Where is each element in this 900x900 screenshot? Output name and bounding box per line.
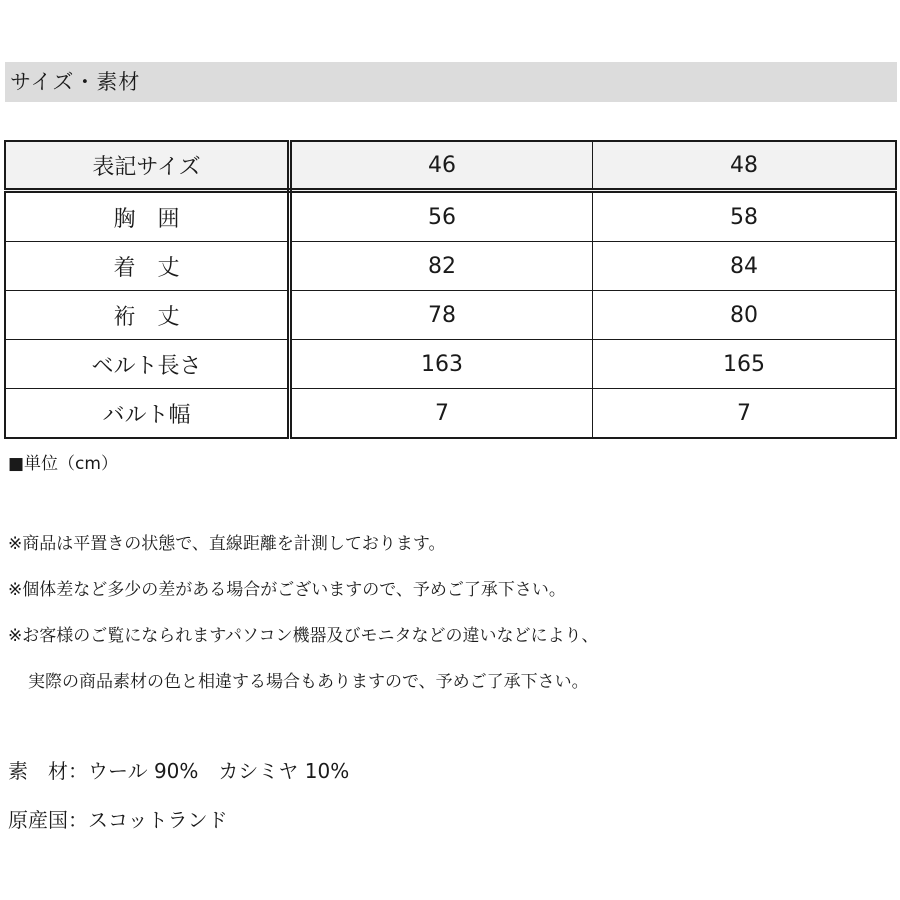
table-row [5, 340, 896, 389]
note-line: 実際の商品素材の色と相違する場合もありますので、予めご了承下さい。 [28, 672, 589, 692]
header-cell-size-48: 48 [593, 141, 897, 191]
table-row [5, 242, 896, 291]
origin-line: 原産国：スコットランド [8, 808, 228, 832]
note-line: ※商品は平置きの状態で、直線距離を計測しております。 [8, 534, 446, 554]
cell-value-46: 82 [290, 242, 593, 291]
cell-value-46: 78 [290, 291, 593, 340]
note-line: ※個体差など多少の差がある場合がございますので、予めご了承下さい。 [8, 580, 566, 600]
cell-value-46: 7 [290, 389, 593, 439]
table-row [5, 389, 896, 439]
table-header-row [5, 141, 896, 191]
row-label: バルト幅 [5, 389, 290, 439]
row-label: 着丈 [113, 255, 202, 281]
table-row [5, 191, 896, 242]
row-label: 胸囲 [113, 206, 202, 232]
cell-value-48: 80 [593, 291, 897, 340]
notes-block [8, 532, 599, 716]
size-table [4, 140, 897, 439]
section-title: サイズ・素材 [10, 70, 141, 94]
row-label: ベルト長さ [5, 340, 290, 389]
cell-value-48: 84 [593, 242, 897, 291]
row-label: 裄丈 [113, 304, 202, 330]
cell-value-48: 165 [593, 340, 897, 389]
section-header [5, 62, 897, 102]
header-cell-size-46: 46 [290, 141, 593, 191]
material-line: 素 材：ウール 90% カシミヤ 10% [8, 759, 350, 783]
note-line: ※お客様のご覧になられますパソコン機器及びモニタなどの違いなどにより、 [8, 626, 599, 646]
cell-value-46: 56 [290, 191, 593, 242]
cell-value-48: 58 [593, 191, 897, 242]
header-cell-size-label: 表記サイズ [5, 141, 290, 191]
unit-note: ■単位（cm） [8, 454, 118, 474]
cell-value-46: 163 [290, 340, 593, 389]
cell-value-48: 7 [593, 389, 897, 439]
table-row [5, 291, 896, 340]
